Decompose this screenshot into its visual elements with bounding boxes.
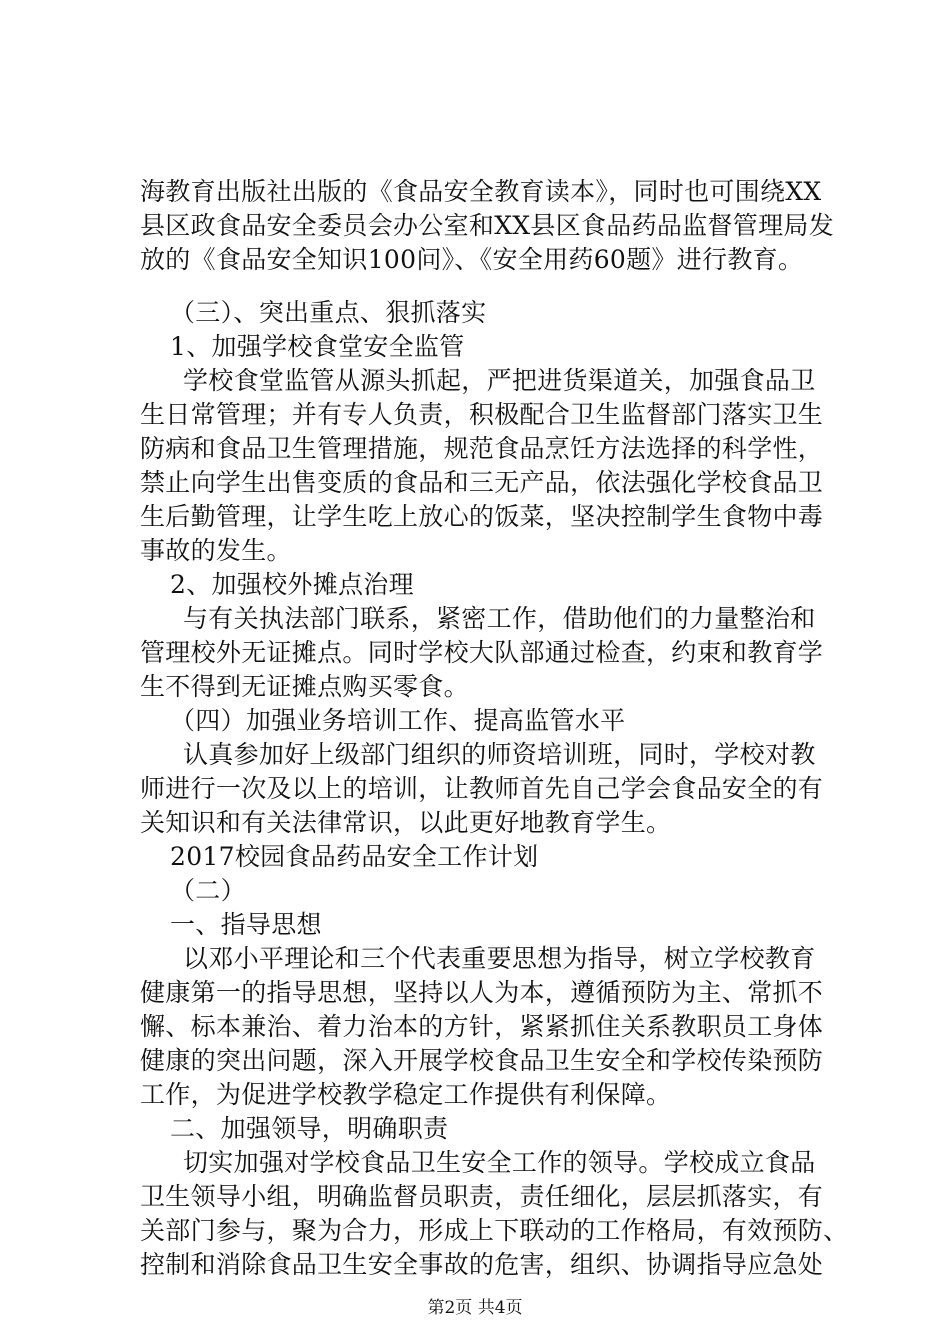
text-line: 与有关执法部门联系，紧密工作，借助他们的力量整治和 xyxy=(183,604,816,633)
text-line: 生不得到无证摊点购买零食。 xyxy=(140,672,469,701)
text-line: 师进行一次及以上的培训，让教师首先自己学会食品安全的有 xyxy=(140,774,824,803)
text-line: 管理校外无证摊点。同时学校大队部通过检查，约束和教育学 xyxy=(140,638,824,667)
section-heading: 二、加强领导，明确职责 xyxy=(170,1114,449,1143)
text-line: 放的《食品安全知识100问》、《安全用药60题》进行教育。 xyxy=(140,245,804,274)
text-line: 生后勤管理，让学生吃上放心的饭菜，坚决控制学生食物中毒 xyxy=(140,502,824,531)
subsection-heading: 1、加强学校食堂安全监管 xyxy=(170,332,465,361)
subsection-heading: 2、加强校外摊点治理 xyxy=(170,570,414,599)
document-title: 2017校园食品药品安全工作计划 xyxy=(170,842,539,871)
text-line: 健康的突出问题，深入开展学校食品卫生安全和学校传染预防 xyxy=(140,1046,824,1075)
section-heading: （四）加强业务培训工作、提高监管水平 xyxy=(170,706,626,735)
document-subtitle: （二） xyxy=(170,876,246,905)
section-heading: （三）、突出重点、狠抓落实 xyxy=(170,298,487,327)
text-line: 防病和食品卫生管理措施，规范食品烹饪方法选择的科学性， xyxy=(140,434,824,463)
text-line: 禁止向学生出售变质的食品和三无产品，依法强化学校食品卫 xyxy=(140,468,824,497)
text-line: 关知识和有关法律常识，以此更好地教育学生。 xyxy=(140,808,672,837)
text-line: 学校食堂监管从源头抓起，严把进货渠道关，加强食品卫 xyxy=(183,366,816,395)
text-line: 关部门参与，聚为合力，形成上下联动的工作格局，有效预防、 xyxy=(140,1216,849,1245)
text-line: 健康第一的指导思想，坚持以人为本，遵循预防为主、常抓不 xyxy=(140,978,824,1007)
text-line: 生日常管理；并有专人负责，积极配合卫生监督部门落实卫生 xyxy=(140,400,824,429)
text-line: 以邓小平理论和三个代表重要思想为指导，树立学校教育 xyxy=(183,944,816,973)
text-line: 海教育出版社出版的《食品安全教育读本》，同时也可围绕XX xyxy=(140,177,822,206)
text-line: 切实加强对学校食品卫生安全工作的领导。学校成立食品 xyxy=(183,1148,816,1177)
text-line: 控制和消除食品卫生安全事故的危害，组织、协调指导应急处 xyxy=(140,1250,824,1279)
text-line: 懈、标本兼治、着力治本的方针，紧紧抓住关系教职员工身体 xyxy=(140,1012,824,1041)
text-line: 工作，为促进学校教学稳定工作提供有利保障。 xyxy=(140,1080,672,1109)
section-heading: 一、指导思想 xyxy=(170,910,322,939)
text-line: 事故的发生。 xyxy=(140,536,292,565)
text-line: 认真参加好上级部门组织的师资培训班，同时，学校对教 xyxy=(183,740,816,769)
page-number-footer: 第2页 共4页 xyxy=(427,1298,523,1318)
text-line: 县区政食品安全委员会办公室和XX县区食品药品监督管理局发 xyxy=(140,211,834,240)
text-line: 卫生领导小组，明确监督员职责，责任细化，层层抓落实，有 xyxy=(140,1182,824,1211)
